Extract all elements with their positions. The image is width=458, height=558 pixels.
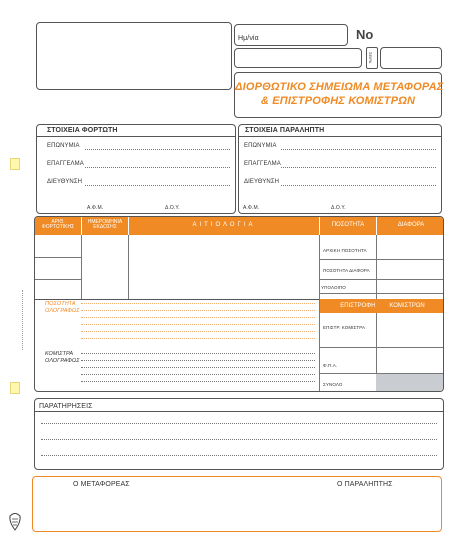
receiver-name-line [281,149,436,150]
qty-words-line-5 [81,331,315,332]
col-divider-2 [128,235,129,299]
receiver-address-label: ΔΙΕΥΘΥΝΣΗ [244,179,280,185]
receiver-afm-label: Α.Φ.Μ. [243,205,260,211]
row-line-3 [35,299,319,300]
yellow-tab-bottom [10,382,20,394]
remaining-label: ΥΠΟΛΟΙΠΟ [321,285,346,290]
series-box [366,47,378,69]
shipper-title: ΣΤΟΙΧΕΙΑ ΦΟΡΤΩΤΗ [47,127,118,134]
carrier-signature-label: Ο ΜΕΤΑΦΟΡΕΑΣ [73,481,130,488]
shipper-profession-label: ΕΠΑΓΓΕΛΜΑ [47,161,84,167]
receiver-address-line [281,185,436,186]
fare-words-label-2: ΟΛΟΓΡΑΦΩΣ [45,358,80,364]
col-issue-date-header: ΗΜΕΡΟΜΗΝΙΑ ΕΚΔΟΣΗΣ [82,217,128,235]
fare-words-line-1 [81,353,315,354]
col-reason-header: ΑΙΤΙΟΛΟΓΙΑ [129,217,319,235]
receiver-signature-label: Ο ΠΑΡΑΛΗΠΤΗΣ [337,481,393,488]
col-doc-no-header: ΑΡΙΘ. ΦΟΡΤΩΤΙΚΗΣ [35,217,81,235]
fare-words-line-3 [81,367,315,368]
shipper-divider [37,136,235,137]
receiver-name-label: ΕΠΩΝΥΜΙΑ [244,143,277,149]
shipper-address-line [85,185,230,186]
qty-words-line-1 [81,303,315,304]
col-divider-4 [376,235,377,299]
fare-return-label: ΕΠΙΣΤΡ. ΚΟΜΙΣΤΡΑ [323,325,366,330]
shipper-box [36,124,236,214]
diff-qty-label: ΠΟΣΟΤΗΤΑ ΔΙΑΦΟΡΑ [323,268,370,273]
summary-line-3 [319,293,444,294]
fare-words-line-5 [81,381,315,382]
row-line-1 [35,257,81,258]
receiver-profession-line [281,167,436,168]
issuer-info-box [36,22,232,90]
title-line-2: & ΕΠΙΣΤΡΟΦΗΣ ΚΟΜΙΣΤΡΩΝ [260,95,416,107]
receiver-doy-label: Δ.Ο.Υ. [331,205,346,211]
return-fares-header [320,299,444,313]
row-line-2 [35,279,81,280]
shipper-address-label: ΔΙΕΥΘΥΝΣΗ [47,179,83,185]
qty-words-line-2 [81,310,315,311]
col-quantity-header: ΠΟΣΟΤΗΤΑ [320,217,376,235]
extra-info-box [234,48,362,68]
shipper-afm-label: Α.Φ.Μ. [87,205,104,211]
col-difference-header: ΔΙΑΦΟΡΑ [377,217,444,235]
remarks-line-2 [41,439,437,440]
title-box [234,72,442,118]
return-header-word-2: ΚΟΜΙΣΤΡΩΝ [389,303,425,309]
qty-words-line-6 [81,338,315,339]
yellow-tab-top [10,158,20,170]
summary-line-2 [319,279,444,280]
number-box [380,47,442,69]
brand-logo [8,512,22,532]
remarks-divider [35,411,443,412]
qty-words-label-1: ΠΟΣΟΤΗΤΑ [45,301,76,307]
fare-words-line-4 [81,374,315,375]
date-label: Ημ/νία [238,35,259,42]
qty-words-label-2: ΟΛΟΓΡΑΦΩΣ [45,308,80,314]
remarks-title: ΠΑΡΑΤΗΡΗΣΕΙΣ [39,403,93,410]
return-header-word-1: ΕΠΙΣΤΡΟΦΗ [340,303,376,309]
col-divider-1 [81,235,82,299]
shipper-name-label: ΕΠΩΝΥΜΙΑ [47,143,80,149]
main-table [34,216,444,392]
receiver-title: ΣΤΟΙΧΕΙΑ ΠΑΡΑΛΗΠΤΗ [245,127,325,134]
receiver-profession-label: ΕΠΑΓΓΕΛΜΑ [244,161,281,167]
series-label: ΣΕΙΡΑ [368,52,373,64]
signatures-box [32,476,442,532]
number-label: No [356,27,374,42]
remarks-box [34,398,444,470]
shipper-profession-line [85,167,230,168]
qty-words-line-3 [81,317,315,318]
receiver-box [238,124,442,214]
summary-line-1 [319,259,444,260]
title-line-1: ΔΙΟΡΘΩΤΙΚΟ ΣΗΜΕΙΩΜΑ ΜΕΤΑΦΟΡΑΣ [235,81,444,93]
initial-qty-label: ΑΡΧΙΚΗ ΠΟΣΟΤΗΤΑ [323,248,367,253]
shipper-doy-label: Δ.Ο.Υ. [165,205,180,211]
total-label: ΣΥΝΟΛΟ [323,382,343,387]
receiver-divider [239,136,441,137]
total-fill [376,374,444,392]
summary-line-4 [319,347,444,348]
vat-label: Φ.Π.Α. [323,363,338,368]
fare-words-line-2 [81,360,315,361]
side-print-marks [22,290,26,350]
date-box [234,24,348,46]
fare-words-label-1: ΚΟΜΙΣΤΡΑ [45,351,74,357]
remarks-line-3 [41,455,437,456]
remarks-line-1 [41,423,437,424]
shipper-name-line [85,149,230,150]
qty-words-line-4 [81,324,315,325]
